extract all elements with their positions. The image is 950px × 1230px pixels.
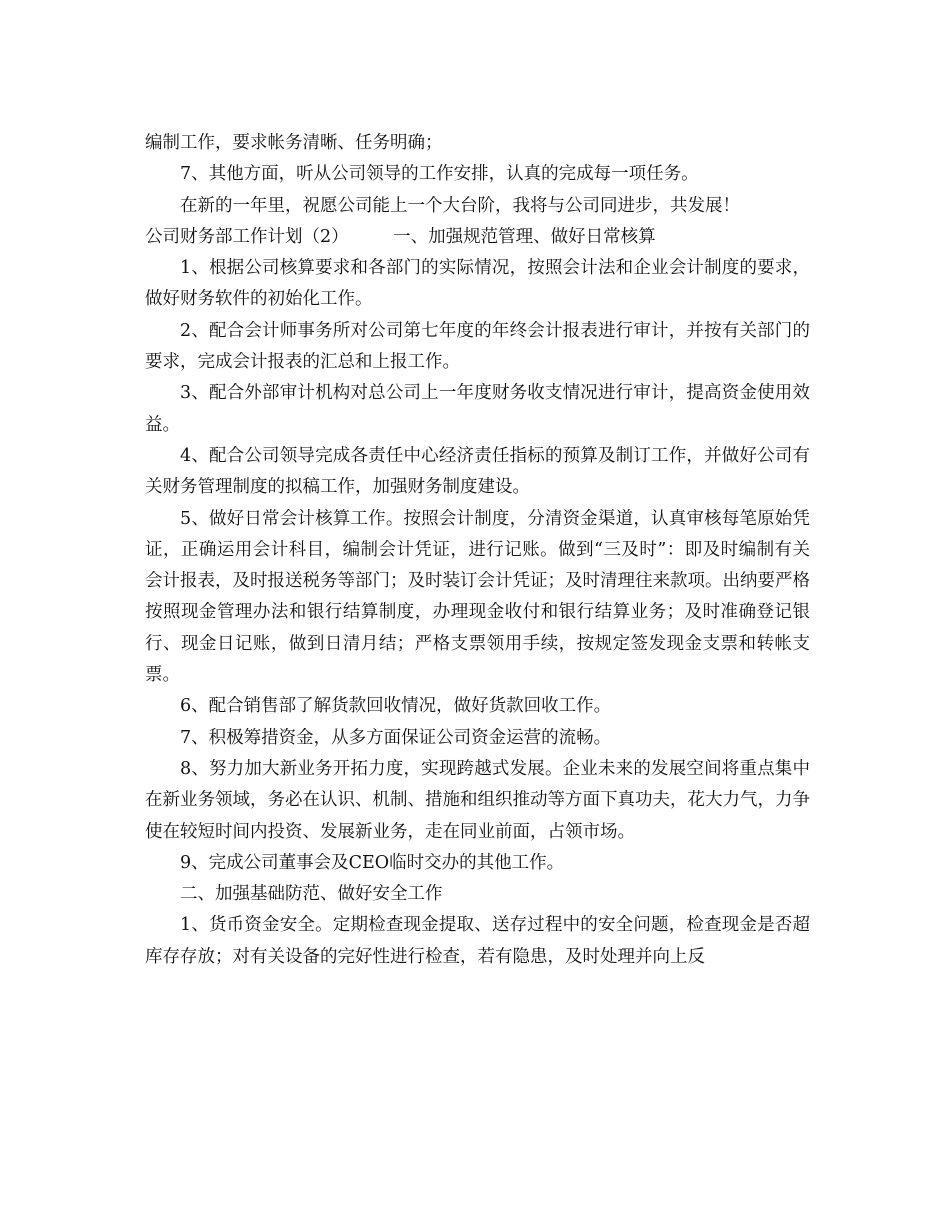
paragraph-security-1: 1、货币资金安全。定期检查现金提取、送存过程中的安全问题，检查现金是否超库存存放；对有关设备的完好性进行检查，若有隐患，及时处理并向上反 <box>145 915 810 967</box>
paragraph-item-7: 7、其他方面，听从公司领导的工作安排，认真的完成每一项任务。 <box>180 164 699 185</box>
paragraph-item-7b: 7、积极筹措资金，从多方面保证公司资金运营的流畅。 <box>180 727 612 748</box>
paragraph-item-4: 4、配合公司领导完成各责任中心经济责任指标的预算及制订工作，并做好公司有关财务管理制度的拟稿工作，加强财务制度建设。 <box>145 445 810 498</box>
paragraph-item-3: 3、配合外部审计机构对总公司上一年度财务收支情况进行审计，提高资金使用效益。 <box>145 383 810 435</box>
paragraph-item-6: 6、配合销售部了解货款回收情况，做好货款回收工作。 <box>180 696 612 717</box>
paragraph-item-1: 1、根据公司核算要求和各部门的实际情况，按照会计法和企业会计制度的要求，做好财务软件的初始化工作。 <box>145 258 810 310</box>
section-title: 公司财务部工作计划（2） 一、加强规范管理、做好日常核算 <box>145 226 656 247</box>
paragraph-item-5: 5、做好日常会计核算工作。按照会计制度，分清资金渠道，认真审核每笔原始凭证，正确运用会计科目，编制会计凭证，进行记账。做到“三及时”：即及时编制有关会计报表，及时报送税务等部门；及时装订会计凭证；及时清理往来款项。出纳要严格按照现金管理办法和银行结算制度，办理现金收付和银行结算业务；及时准确登记银行、现金日记账，做到日清月结；严格支票领用手续，按规定签发现金支票和转帐支票。 <box>145 508 810 686</box>
document-body <box>145 128 810 973</box>
section-heading-2: 二、加强基础防范、做好安全工作 <box>180 884 443 905</box>
paragraph-item-9: 9、完成公司董事会及CEO临时交办的其他工作。 <box>180 852 565 873</box>
paragraph-continuation: 编制工作，要求帐务清晰、任务明确； <box>145 133 443 153</box>
paragraph-item-2: 2、配合会计师事务所对公司第七年度的年终会计报表进行审计，并按有关部门的要求，完成会计报表的汇总和上报工作。 <box>145 320 810 373</box>
paragraph-closing: 在新的一年里，祝愿公司能上一个大台阶，我将与公司同进步，共发展！ <box>180 195 740 216</box>
paragraph-item-8: 8、努力加大新业务开拓力度，实现跨越式发展。企业未来的发展空间将重点集中在新业务领域，务必在认识、机制、措施和组织推动等方面下真功夫，花大力气，力争使在较短时间内投资、发展新业务，走在同业前面，占领市场。 <box>145 758 810 842</box>
